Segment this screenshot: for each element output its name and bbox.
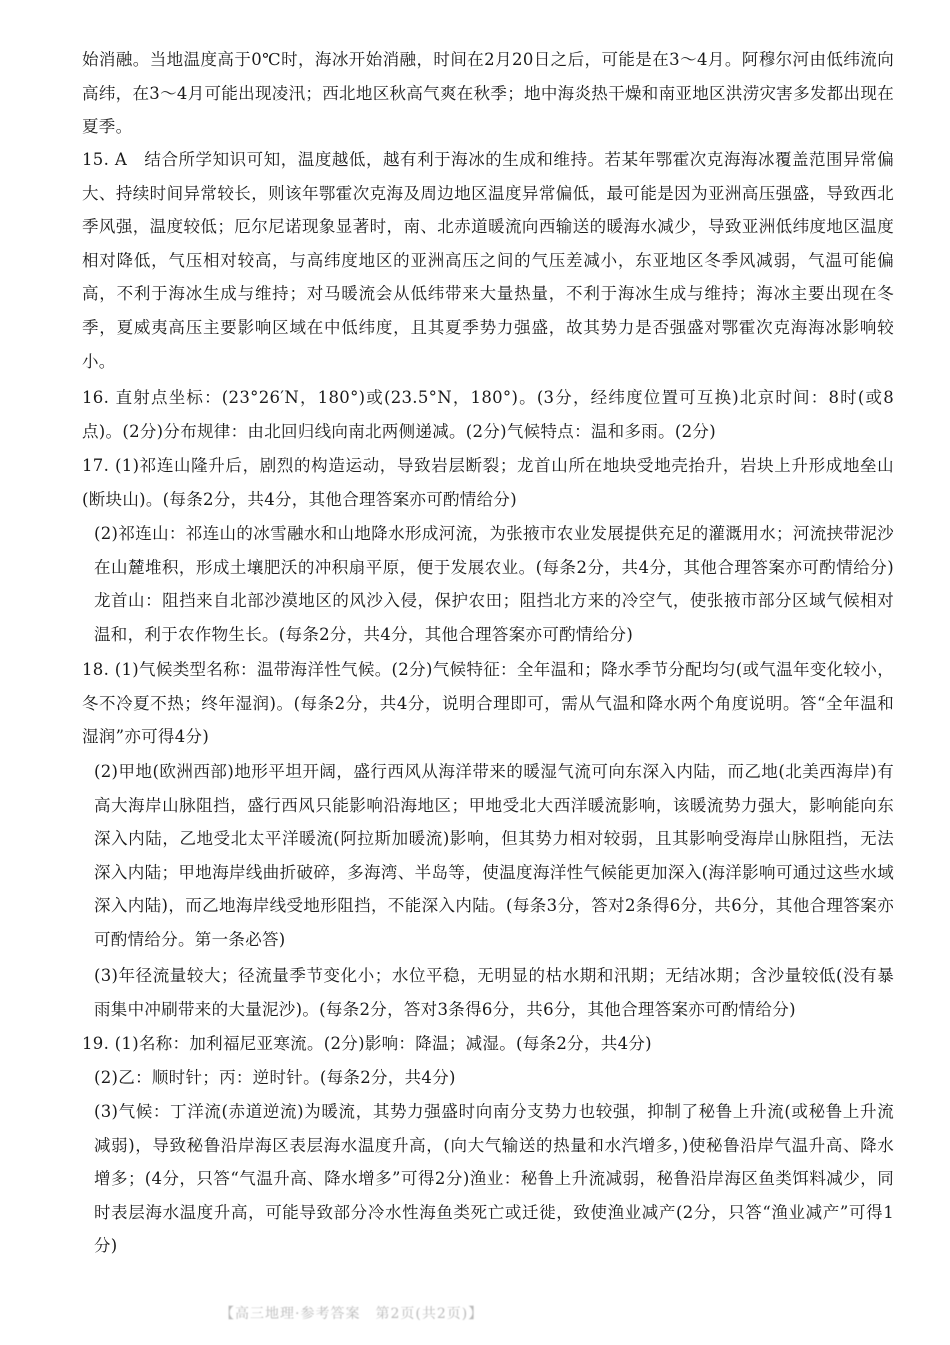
answer-18-part-1: 18. (1)气候类型名称：温带海洋性气候。(2分)气候特征：全年温和；降水季节分配均匀(或气温年变化较小，冬不冷夏不热；终年湿润)。(每条2分，共4分，说明合理即可，需从气温和降水两个角度说明。答“全年温和湿润”亦可得4分) xyxy=(82,660,894,747)
answer-19-part-1: 19. (1)名称：加利福尼亚寒流。(2分)影响：降温；减湿。(每条2分，共4分) xyxy=(82,1034,652,1053)
paragraph-14-continued: 始消融。当地温度高于0℃时，海冰开始消融，时间在2月20日之后，可能是在3～4月。阿穆尔河由低纬流向高纬，在3～4月可能出现凌汛；西北地区秋高气爽在秋季；地中海炎热干燥和南亚地区洪涝灾害多发都出现在夏季。 xyxy=(82,50,894,137)
answer-18-part-2: (2)甲地(欧洲西部)地形平坦开阔，盛行西风从海洋带来的暖湿气流可向东深入内陆，而乙地(北美西海岸)有高大海岸山脉阻挡，盛行西风只能影响沿海地区；甲地受北大西洋暖流影响，该暖流势力强大，影响能向东深入内陆，乙地受北太平洋暖流(阿拉斯加暖流)影响，但其势力相对较弱，且其影响受海岸山脉阻挡，无法深入内陆；甲地海岸线曲折破碎，多海湾、半岛等，使温度海洋性气候能更加深入(海洋影响可通过这些水域深入内陆)，而乙地海岸线受地形阻挡，不能深入内陆。(每条3分，答对2条得6分，共6分，其他合理答案亦可酌情给分。第一条必答) xyxy=(94,762,894,949)
answer-19-part-3: (3)气候：丁洋流(赤道逆流)为暖流，其势力强盛时向南分支势力也较强，抑制了秘鲁上升流(或秘鲁上升流减弱)，导致秘鲁沿岸海区表层海水温度升高，(向大气输送的热量和水汽增多，)使秘鲁沿岸气温升高、降水增多；(4分，只答“气温升高、降水增多”可得2分)渔业：秘鲁上升流减弱，秘鲁沿岸海区鱼类饵料减少，同时表层海水温度升高，可能导致部分冷水性海鱼类死亡或迁徙，致使渔业减产(2分，只答“渔业减产”可得1分) xyxy=(94,1102,894,1256)
page-footer: 【高三地理·参考答案 第2页(共2页)】 xyxy=(220,1306,484,1322)
answer-19-part-2: (2)乙：顺时针；丙：逆时针。(每条2分，共4分) xyxy=(94,1068,456,1087)
answer-17-part-2: (2)祁连山：祁连山的冰雪融水和山地降水形成河流，为张掖市农业发展提供充足的灌溉用水；河流挟带泥沙在山麓堆积，形成土壤肥沃的冲积扇平原，便于发展农业。(每条2分，共4分，其他合理答案亦可酌情给分)龙首山：阻挡来自北部沙漠地区的风沙入侵，保护农田；阻挡北方来的冷空气，使张掖市部分区域气候相对温和，利于农作物生长。(每条2分，共4分，其他合理答案亦可酌情给分) xyxy=(94,524,894,644)
answer-17-part-1: 17. (1)祁连山隆升后，剧烈的构造运动，导致岩层断裂；龙首山所在地块受地壳抬升，岩块上升形成地垒山(断块山)。(每条2分，共4分，其他合理答案亦可酌情给分) xyxy=(82,456,894,509)
answer-15: 15. A 结合所学知识可知，温度越低，越有利于海冰的生成和维持。若某年鄂霍次克海海冰覆盖范围异常偏大、持续时间异常较长，则该年鄂霍次克海及周边地区温度异常偏低，最可能是因为亚洲高压强盛，导致西北季风强，温度较低；厄尔尼诺现象显著时，南、北赤道暖流向西输送的暖海水减少，导致亚洲低纬度地区温度相对降低，气压相对较高，与高纬度地区的亚洲高压之间的气压差减小，东亚地区冬季风减弱，气温可能偏高，不利于海冰生成与维持；对马暖流会从低纬带来大量热量，不利于海冰生成与维持；海冰主要出现在冬季，夏威夷高压主要影响区域在中低纬度，且其夏季势力强盛，故其势力是否强盛对鄂霍次克海海冰影响较小。 xyxy=(82,150,894,371)
answer-16: 16. 直射点坐标：(23°26′N，180°)或(23.5°N，180°)。(3分，经纬度位置可互换)北京时间：8时(或8点)。(2分)分布规律：由北回归线向南北两侧递减。(2分)气候特点：温和多雨。(2分) xyxy=(82,388,894,441)
answer-18-part-3: (3)年径流量较大；径流量季节变化小；水位平稳，无明显的枯水期和汛期；无结冰期；含沙量较低(没有暴雨集中冲刷带来的大量泥沙)。(每条2分，答对3条得6分，共6分，其他合理答案亦可酌情给分) xyxy=(94,966,894,1019)
